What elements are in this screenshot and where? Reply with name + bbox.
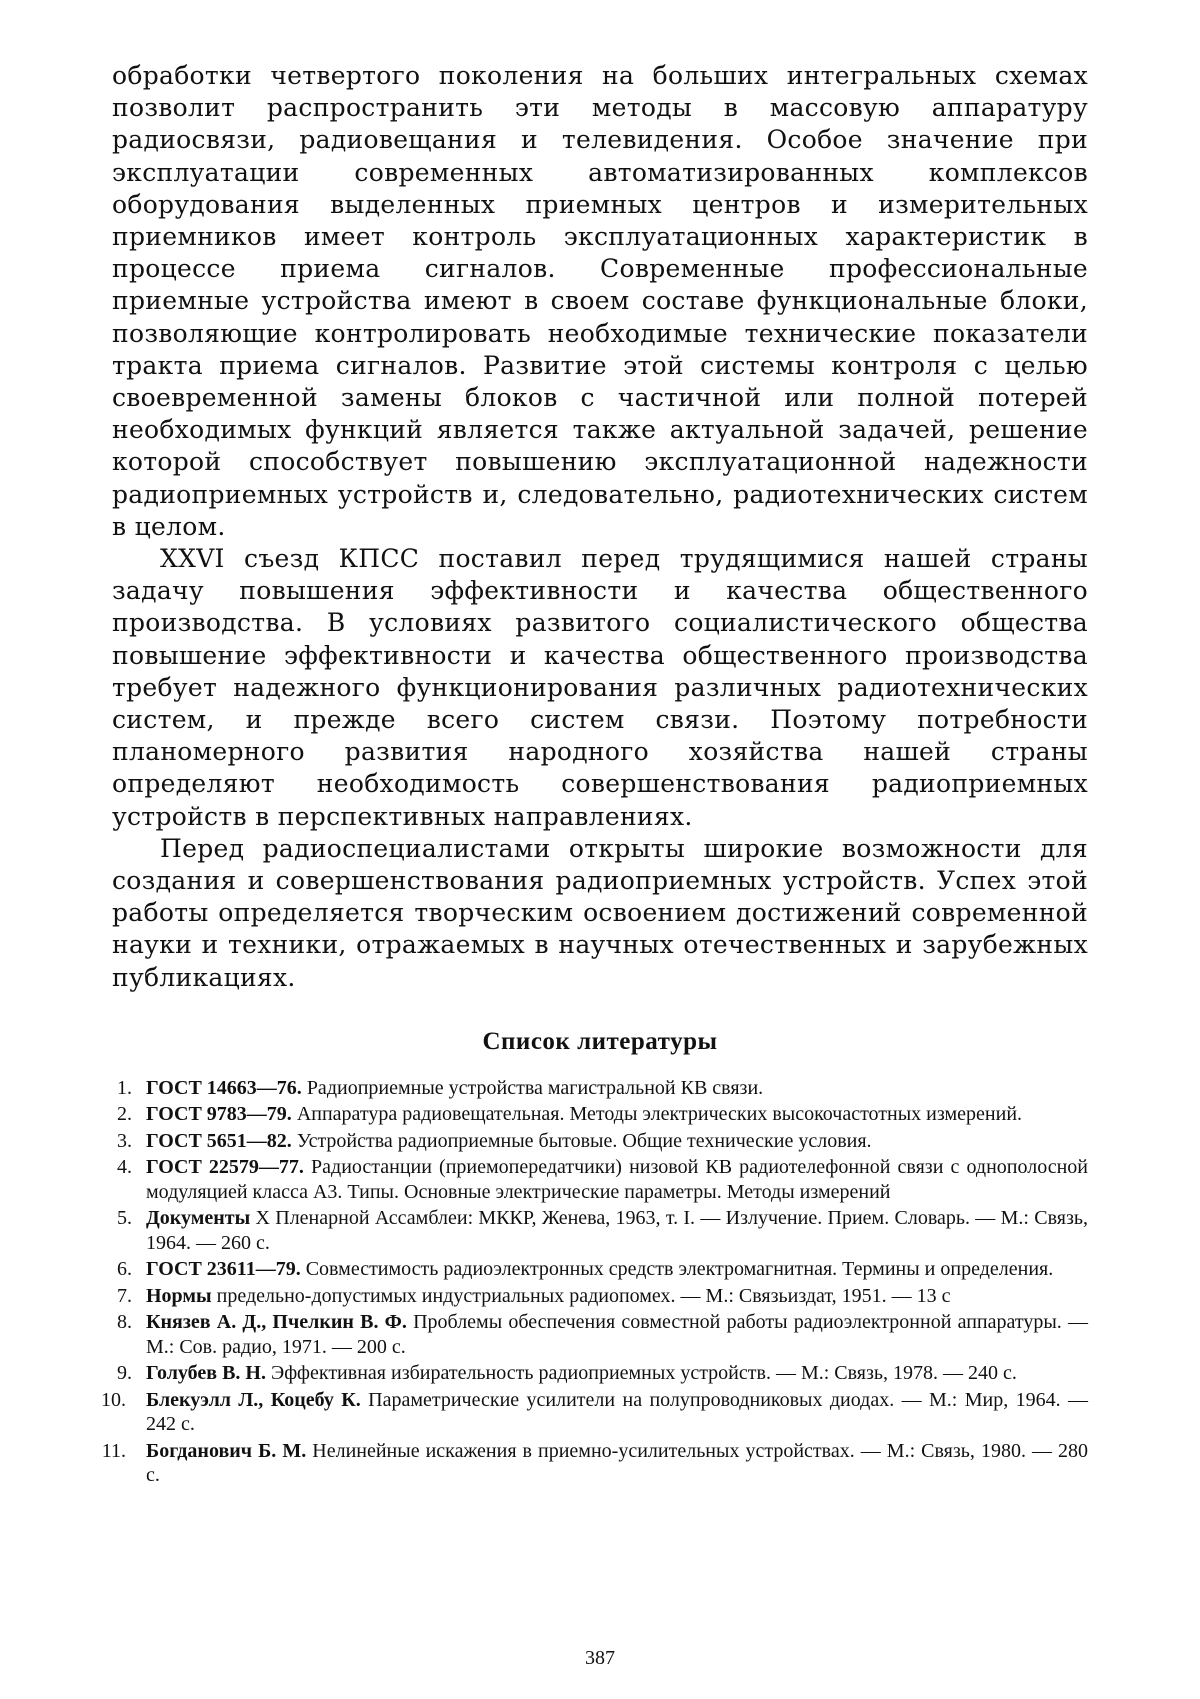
reference-author: ГОСТ 9783—79. bbox=[146, 1103, 292, 1126]
paragraph-1: обработки четвертого поколения на больших интегральных схемах позволит распространить эти методы в массовую аппаратуру радиосвязи, радиовещания и телевидения. Особое значение при эксплуатации современных автоматизированных комплексов оборудования выделенных приемных центров и измерительных приемников имеет контроль эксплуатационных характеристик в процессе приема сигналов. Современные профессиональные приемные устройства имеют в своем составе функциональные блоки, позволяющие контролировать необходимые технические показатели тракта приема сигналов. Развитие этой системы контроля с целью своевременной замены блоков с частичной или полной потерей необходимых функций является также актуальной задачей, решение которой способствует повышению эксплуатационной надежности радиоприемных устройств и, следовательно, радиотехнических систем в целом. bbox=[112, 61, 1088, 541]
reference-text: Параметрические усилители на полупроводниковых диодах. — М.: Мир, 1964. — 242 с. bbox=[146, 1388, 1088, 1436]
reference-number: 7. bbox=[117, 1284, 132, 1307]
reference-number: 5. bbox=[117, 1207, 132, 1230]
reference-item bbox=[112, 1257, 1088, 1282]
reference-item bbox=[112, 1155, 1088, 1204]
reference-item bbox=[112, 1076, 1088, 1101]
paragraph-2: XXVI съезд КПСС поставил перед трудящимися нашей страны задачу повышения эффективности и качества общественного производства. В условиях развитого социалистического общества повышение эффективности и качества общественного производства требует надежного функционирования различных радиотехнических систем, и прежде всего систем связи. Поэтому потребности планомерного развития народного хозяйства нашей страны определяют необходимость совершенствования радиоприемных устройств в перспективных направлениях. bbox=[112, 544, 1088, 831]
reference-item bbox=[112, 1206, 1088, 1255]
reference-author: ГОСТ 23611—79. bbox=[146, 1258, 301, 1281]
reference-text: Совместимость радиоэлектронных средств электромагнитная. Термины и определения. bbox=[300, 1258, 1054, 1281]
reference-text: Эффективная избирательность радиоприемных устройств. — М.: Связь, 1978. — 240 с. bbox=[265, 1362, 1017, 1385]
reference-text: Проблемы обеспечения совместной работы радиоэлектронной аппаратуры. — М.: Сов. радио, 1971. — 200 с. bbox=[146, 1311, 1089, 1358]
reference-text: Радиостанции (приемопередатчики) низовой КВ радиотелефонной связи с однополосной модуляцией класса А3. Типы. Основные электрические параметры. Методы измерений bbox=[146, 1156, 1088, 1203]
reference-item bbox=[112, 1102, 1088, 1127]
reference-author: Нормы bbox=[146, 1284, 212, 1307]
reference-number: 8. bbox=[117, 1311, 132, 1334]
reference-item bbox=[112, 1310, 1088, 1359]
reference-text: Аппаратура радиовещательная. Методы электрических высокочастотных измерений. bbox=[291, 1103, 1023, 1126]
reference-author: ГОСТ 14663—76. bbox=[146, 1076, 302, 1099]
reference-item bbox=[101, 1439, 1089, 1488]
reference-number: 4. bbox=[117, 1156, 132, 1179]
reference-item bbox=[101, 1388, 1088, 1437]
page-number: 387 bbox=[585, 1647, 615, 1669]
reference-author: Богданович Б. М. bbox=[146, 1439, 307, 1462]
reference-number: 9. bbox=[117, 1362, 132, 1385]
reference-number: 6. bbox=[117, 1258, 132, 1281]
reference-number: 1. bbox=[117, 1076, 132, 1099]
reference-item bbox=[112, 1129, 1088, 1154]
reference-number: 3. bbox=[117, 1129, 132, 1152]
reference-author: Голубев В. Н. bbox=[146, 1362, 266, 1385]
reference-text: Устройства радиоприемные бытовые. Общие технические условия. bbox=[291, 1129, 872, 1152]
reference-text: предельно-допустимых индустриальных радиопомех. — М.: Связьиздат, 1951. — 13 с bbox=[211, 1284, 951, 1307]
reference-author: Документы bbox=[146, 1207, 251, 1230]
reference-author: Князев А. Д., Пчелкин В. Ф. bbox=[146, 1311, 407, 1334]
reference-item bbox=[112, 1361, 1088, 1386]
reference-author: ГОСТ 22579—77. bbox=[146, 1156, 304, 1179]
reference-number: 10. bbox=[101, 1388, 126, 1411]
reference-item bbox=[112, 1284, 1088, 1309]
references-list bbox=[101, 1076, 1089, 1488]
reference-author: ГОСТ 5651—82. bbox=[146, 1129, 292, 1152]
reference-number: 11. bbox=[101, 1439, 126, 1462]
paragraph-3: Перед радиоспециалистами открыты широкие возможности для создания и совершенствования радиоприемных устройств. Успех этой работы определяется творческим освоением достижений современной науки и техники, отражаемых в научных отечественных и зарубежных публикациях. bbox=[112, 833, 1088, 992]
reference-text: Нелинейные искажения в приемно-усилительных устройствах. — М.: Связь, 1980. — 280 с. bbox=[146, 1439, 1089, 1487]
references-title: Список литературы bbox=[482, 1027, 718, 1055]
reference-number: 2. bbox=[117, 1103, 132, 1126]
reference-text: X Пленарной Ассамблеи: МККР, Женева, 1963, т. I. — Излучение. Прием. Словарь. — М.: Связь, 1964. — 260 с. bbox=[146, 1207, 1088, 1254]
body-text bbox=[112, 60, 1088, 994]
reference-text: Радиоприемные устройства магистральной КВ связи. bbox=[301, 1076, 764, 1099]
reference-author: Блекуэлл Л., Коцебу К. bbox=[146, 1388, 361, 1411]
